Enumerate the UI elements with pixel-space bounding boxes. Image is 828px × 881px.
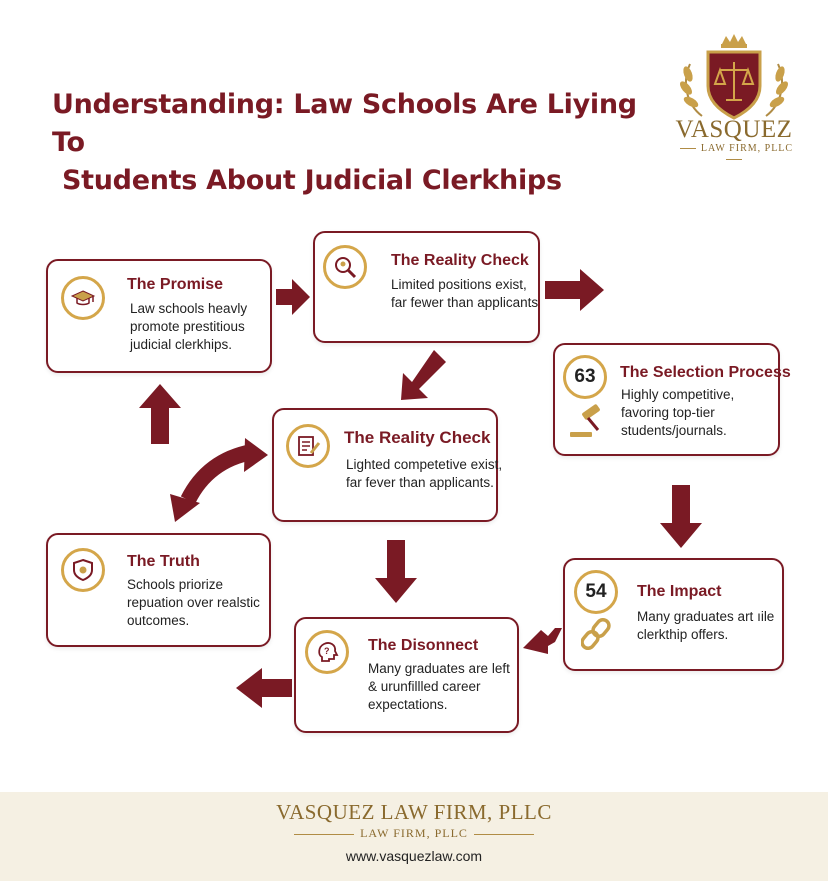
title-line-1: Understanding: Law Schools Are Liying To: [52, 89, 637, 158]
arrow-down-2: [375, 540, 417, 603]
arrow-diagonal-left: [523, 628, 562, 654]
svg-text:?: ?: [324, 646, 330, 656]
arrow-left: [236, 668, 292, 708]
logo-subtitle: LAW FIRM, PLLC: [664, 143, 804, 165]
card-promise-text: Law schools heavly promote prestitious judicial clerkhips.: [130, 301, 248, 352]
gavel-icon: [568, 404, 608, 440]
impact-number-badge: [574, 570, 618, 614]
footer-firm-name: VASQUEZ LAW FIRM, PLLC: [276, 800, 552, 824]
card-selection-text: Highly competitive, favoring top-tier students/journals.: [621, 387, 735, 438]
card-truth-title: The Truth: [127, 553, 200, 570]
arrow-down-1: [660, 485, 702, 548]
arrow-right-2: [545, 269, 604, 311]
selection-number: 63: [574, 366, 596, 387]
card-disconnect-title: The Disonnect: [368, 637, 479, 654]
arrow-up: [139, 384, 181, 444]
arrow-curved: [188, 452, 252, 500]
arrow-diagonal: [401, 350, 446, 400]
card-reality-top-text: Limited positions exist, far fewer than applicants: [391, 277, 539, 310]
logo-name: VASQUEZ: [675, 116, 793, 143]
magnifier-icon: [323, 245, 367, 289]
card-impact-text: Many graduates art ıile clerkthip offers.: [637, 609, 775, 642]
footer-firm-subtitle: LAW FIRM, PLLC: [0, 826, 828, 841]
graduation-cap-icon: [61, 276, 105, 320]
card-promise-title: The Promise: [127, 276, 224, 293]
document-pen-icon: [286, 424, 330, 468]
card-disconnect-text: Many graduates are left & urunfillled career expectations.: [368, 661, 510, 712]
footer-website-link[interactable]: www.vasquezlaw.com: [345, 848, 483, 864]
card-truth-text: Schools priorize repuation over realstic outcomes.: [127, 577, 260, 628]
card-reality-mid-title: The Reality Check: [344, 428, 491, 447]
card-impact-title: The Impact: [637, 583, 722, 600]
title-line-2: Students About Judicial Clerkhips: [62, 165, 562, 196]
card-reality-mid-text: Lighted competetive exist, far fever than applicants.: [346, 457, 503, 490]
arrow-right-1: [276, 279, 310, 315]
selection-number-badge: [563, 355, 607, 399]
broken-chain-icon: [581, 617, 611, 651]
head-question-icon: [305, 630, 349, 674]
shield-icon: [61, 548, 105, 592]
card-reality-top-title: The Reality Check: [391, 252, 529, 269]
card-selection-title: The Selection Process: [620, 364, 791, 381]
impact-number: 54: [585, 581, 607, 602]
